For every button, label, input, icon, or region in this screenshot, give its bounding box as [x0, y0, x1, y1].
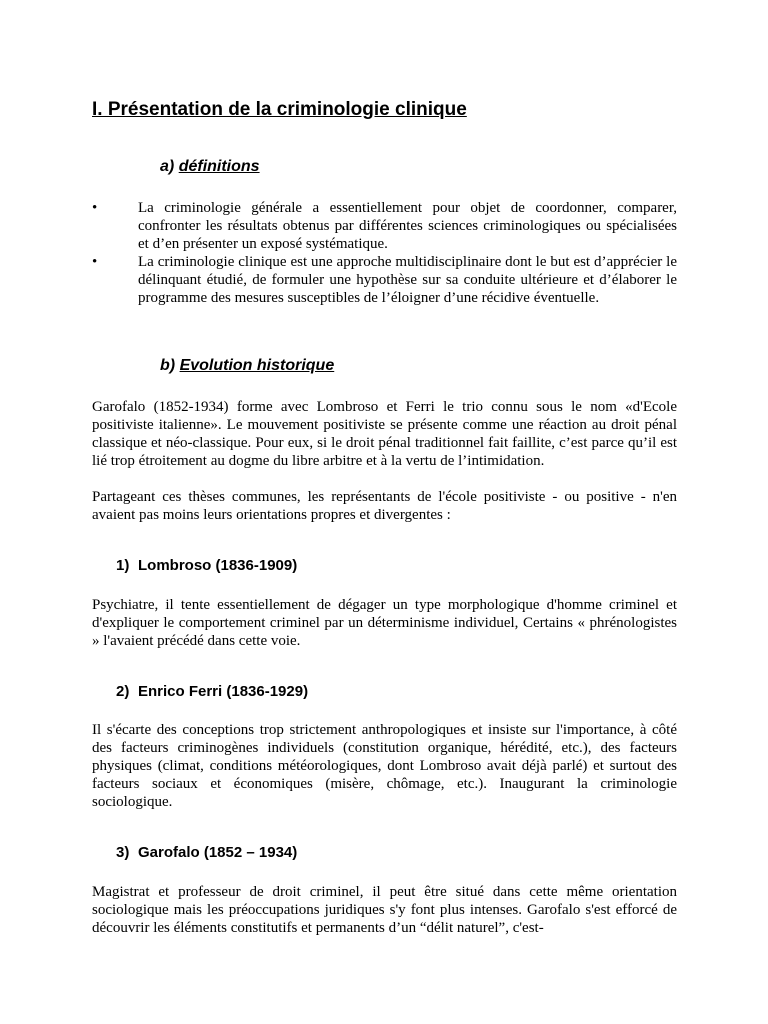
bullet-symbol: •: [92, 200, 98, 216]
subsection-number: 2): [116, 683, 130, 700]
section-b-heading: [160, 356, 334, 376]
section-b-title: Evolution historique: [179, 357, 335, 374]
subsection-ferri-heading: [116, 682, 308, 701]
bullet-symbol: •: [92, 254, 98, 270]
document-title: I. Présentation de la criminologie clinique: [92, 99, 467, 120]
bullet-item: [92, 199, 677, 253]
paragraph-partageant: Partageant ces thèses communes, les représentants de l'école positiviste - ou positive - n'en avaient pas moins leurs orientations propres et divergentes :: [92, 489, 677, 523]
subsection-title: Lombroso (1836-1909): [138, 557, 298, 574]
subsection-lombroso-heading: [116, 556, 297, 575]
paragraph-garofalo: Magistrat et professeur de droit criminel, il peut être situé dans cette même orientation sociologique mais les préoccupations juridiques s'y font plus intenses. Garofalo s'est efforcé de découvrir les éléments constitutifs et permanents d’un “délit naturel”, c'est-: [92, 884, 677, 936]
paragraph-lombroso: Psychiatre, il tente essentiellement de dégager un type morphologique d'homme criminel et d'expliquer le comportement criminel par un déterminisme individuel, Certains « phrénologistes » l'avaient précédé dans cette voie.: [92, 597, 677, 649]
subsection-title: Garofalo (1852 – 1934): [138, 844, 298, 861]
subsection-garofalo-heading: [116, 843, 297, 862]
section-a-title: définitions: [178, 158, 260, 175]
bullet-text: La criminologie générale a essentiellement pour objet de coordonner, comparer, confronter les résultats obtenus par différentes sciences criminologiques ou spécialisées et d’en présenter un exposé systématique.: [138, 200, 677, 252]
section-a-heading: [160, 157, 260, 177]
paragraph-ferri: Il s'écarte des conceptions trop strictement anthropologiques et insiste sur l'importance, à côté des facteurs criminogènes individuels (constitution organique, hérédité, etc.), des facteurs physiques (climat, conditions météorologiques, dont Lombroso avait déjà parlé) et surtout des facteurs sociaux et économiques (misère, chômage, etc.). Inaugurant la criminologie sociologique.: [92, 722, 677, 810]
bullet-text: La criminologie clinique est une approche multidisciplinaire dont le but est d’apprécier le délinquant étudié, de formuler une hypothèse sur sa conduite ultérieure et d’élaborer le programme des mesures susceptibles de l’éloigner d’une récidive éventuelle.: [138, 254, 677, 306]
section-b-marker: b): [160, 357, 176, 374]
subsection-number: 3): [116, 844, 130, 861]
subsection-number: 1): [116, 557, 130, 574]
paragraph-garofalo-intro: Garofalo (1852-1934) forme avec Lombroso et Ferri le trio connu sous le nom «d'Ecole positiviste italienne». Le mouvement positiviste se présente comme une réaction au droit pénal classique et néo-classique. Pour eux, si le droit pénal traditionnel fait faillite, c’est parce qu’il est lié trop étroitement au dogme du libre arbitre et à la vertu de l’intimidation.: [92, 399, 677, 469]
bullet-item: [92, 253, 677, 307]
subsection-title: Enrico Ferri (1836-1929): [138, 683, 309, 700]
section-a-marker: a): [160, 158, 175, 175]
